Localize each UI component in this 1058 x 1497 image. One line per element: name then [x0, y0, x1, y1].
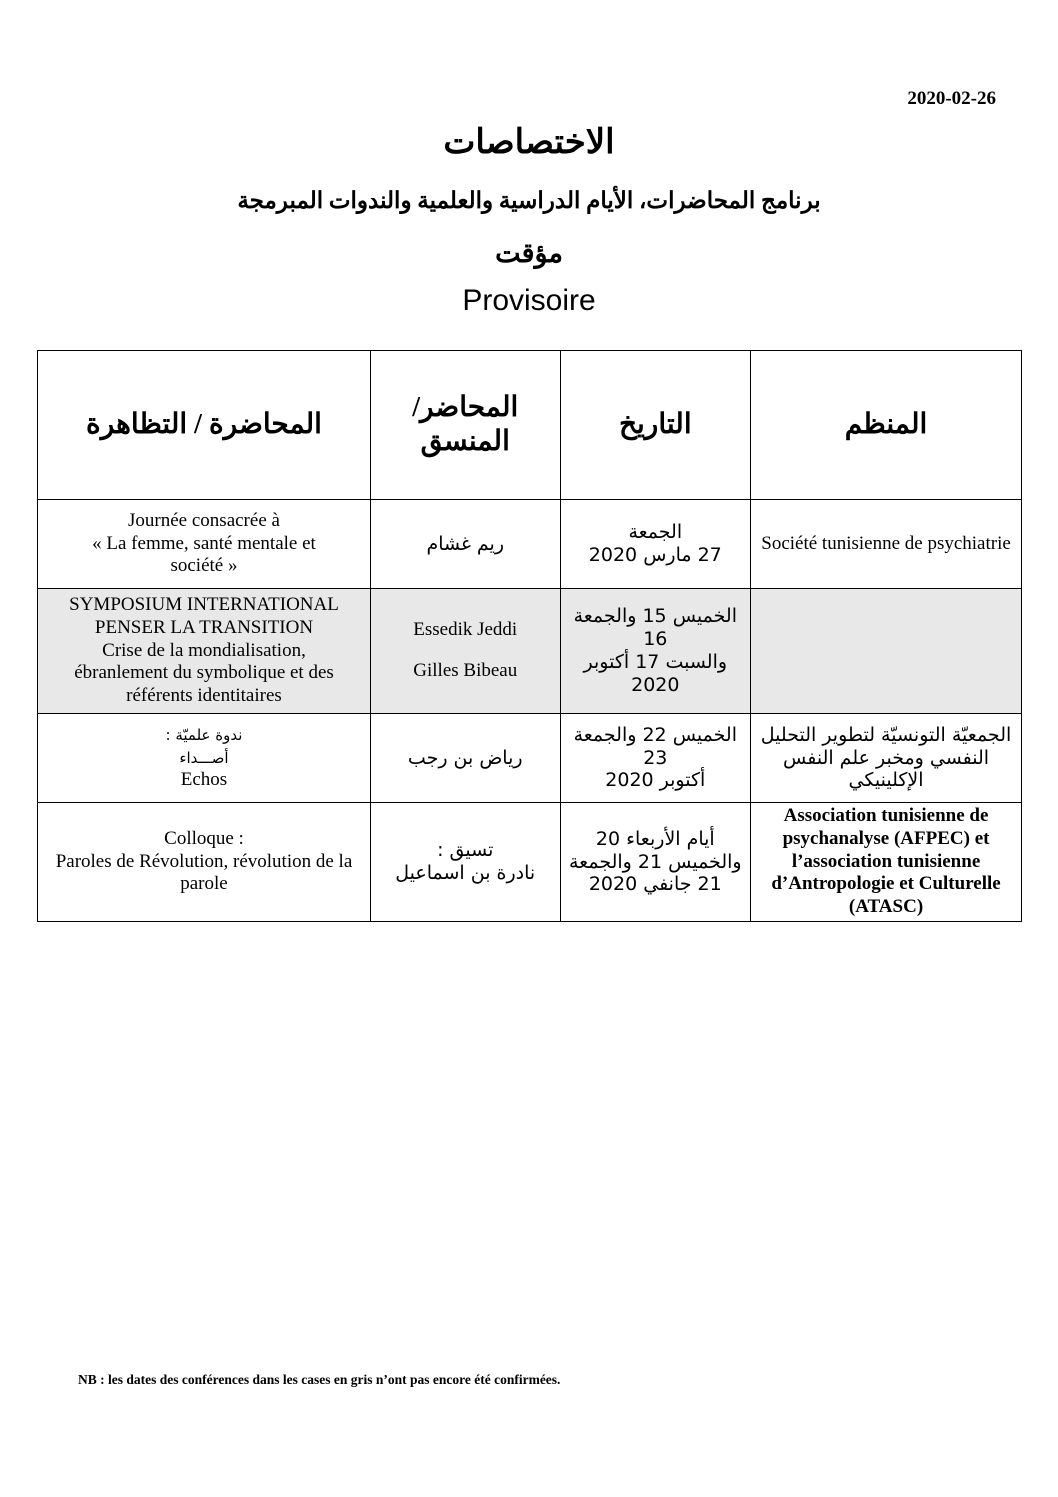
- date-cell: [560, 803, 751, 922]
- topic-cell: [38, 714, 371, 803]
- organizer-line: (ATASC): [848, 896, 924, 918]
- topic-line: SYMPOSIUM INTERNATIONAL: [69, 594, 339, 615]
- speaker-line: تسيق :: [437, 839, 494, 862]
- organizer-line: Association tunisienne de: [783, 805, 989, 826]
- organizer-cell: [751, 589, 1022, 714]
- organizer-cell: [751, 500, 1022, 589]
- table-header-row: [38, 351, 1022, 500]
- header-speaker: المحاضر/ المنسق: [370, 351, 560, 500]
- document-title: الاختصاصات: [443, 124, 615, 161]
- table-row: [38, 500, 1022, 589]
- speaker-cell: [370, 500, 560, 589]
- date-line: أيام الأربعاء 20: [595, 827, 715, 850]
- provisional-label: Provisoire: [462, 284, 596, 317]
- topic-line: Journée consacrée à: [128, 509, 280, 531]
- date-line: 27 مارس 2020: [588, 544, 722, 566]
- topic-line: ébranlement du symbolique et des: [74, 662, 334, 684]
- organizer-line: psychanalyse (AFPEC) et: [782, 827, 990, 849]
- topic-line: PENSER LA TRANSITION: [94, 616, 314, 638]
- organizer-line: النفسي ومخبر علم النفس الإكلينيكي: [783, 746, 990, 792]
- program-table: [37, 350, 1022, 922]
- document-subtitle: برنامج المحاضرات، الأيام الدراسية والعلمية والندوات المبرمجة: [237, 188, 821, 213]
- organizer-line: d’Antropologie et Culturelle: [771, 873, 1001, 895]
- topic-cell: [38, 803, 371, 922]
- speaker-cell: [370, 589, 560, 714]
- header-topic: المحاضرة / التظاهرة: [38, 351, 371, 500]
- speaker-name: رياض بن رجب: [407, 746, 523, 769]
- organizer-name: Société tunisienne de psychiatrie: [761, 532, 1011, 554]
- table-row: [38, 589, 1022, 714]
- date-line: والخميس 21 والجمعة: [569, 850, 742, 873]
- topic-cell: [38, 589, 371, 714]
- table-row: [38, 803, 1022, 922]
- header-organizer: المنظم: [751, 351, 1022, 500]
- organizer-line: l’association tunisienne: [791, 850, 981, 872]
- date-line: الخميس 22 والجمعة 23: [573, 723, 737, 769]
- header-date: التاريخ: [560, 351, 751, 500]
- topic-line: parole: [180, 873, 228, 895]
- speaker-name: ريم غشام: [426, 532, 505, 555]
- speaker-cell: [370, 714, 560, 803]
- topic-line: Crise de la mondialisation,: [102, 639, 306, 661]
- speaker-name: Essedik Jeddi: [413, 619, 518, 641]
- date-line: والسبت 17 أكتوبر 2020: [583, 651, 728, 696]
- temporary-label-ar: مؤقت: [495, 238, 563, 268]
- date-line: أكتوبر 2020: [605, 769, 706, 792]
- topic-line: ندوة علميّة :: [165, 726, 243, 745]
- topic-line: Paroles de Révolution, révolution de la: [55, 850, 353, 872]
- speaker-name: Gilles Bibeau: [413, 660, 518, 681]
- topic-line: référents identitaires: [126, 685, 282, 707]
- footnote: NB : les dates des conférences dans les cases en gris n’ont pas encore été confirmées.: [78, 1372, 561, 1387]
- date-line: 21 جانفي 2020: [588, 873, 722, 896]
- topic-line: « La femme, santé mentale et: [92, 532, 316, 554]
- date-line: الجمعة: [628, 521, 683, 544]
- document-date: 2020-02-26: [907, 88, 996, 109]
- topic-line: Echos: [180, 769, 228, 791]
- topic-line: société »: [170, 555, 238, 577]
- date-cell: [560, 714, 751, 803]
- date-cell: [560, 589, 751, 714]
- table-row: [38, 714, 1022, 803]
- date-cell: [560, 500, 751, 589]
- date-line: الخميس 15 والجمعة 16: [573, 605, 737, 651]
- speaker-line: نادرة بن اسماعيل: [395, 861, 536, 884]
- speaker-cell: [370, 803, 560, 922]
- topic-line: أصـــداء: [179, 748, 229, 767]
- organizer-cell: [751, 714, 1022, 803]
- topic-line: Colloque :: [164, 827, 244, 849]
- organizer-line: الجمعيّة التونسيّة لتطوير التحليل: [760, 723, 1012, 746]
- topic-cell: [38, 500, 371, 589]
- organizer-cell: [751, 803, 1022, 922]
